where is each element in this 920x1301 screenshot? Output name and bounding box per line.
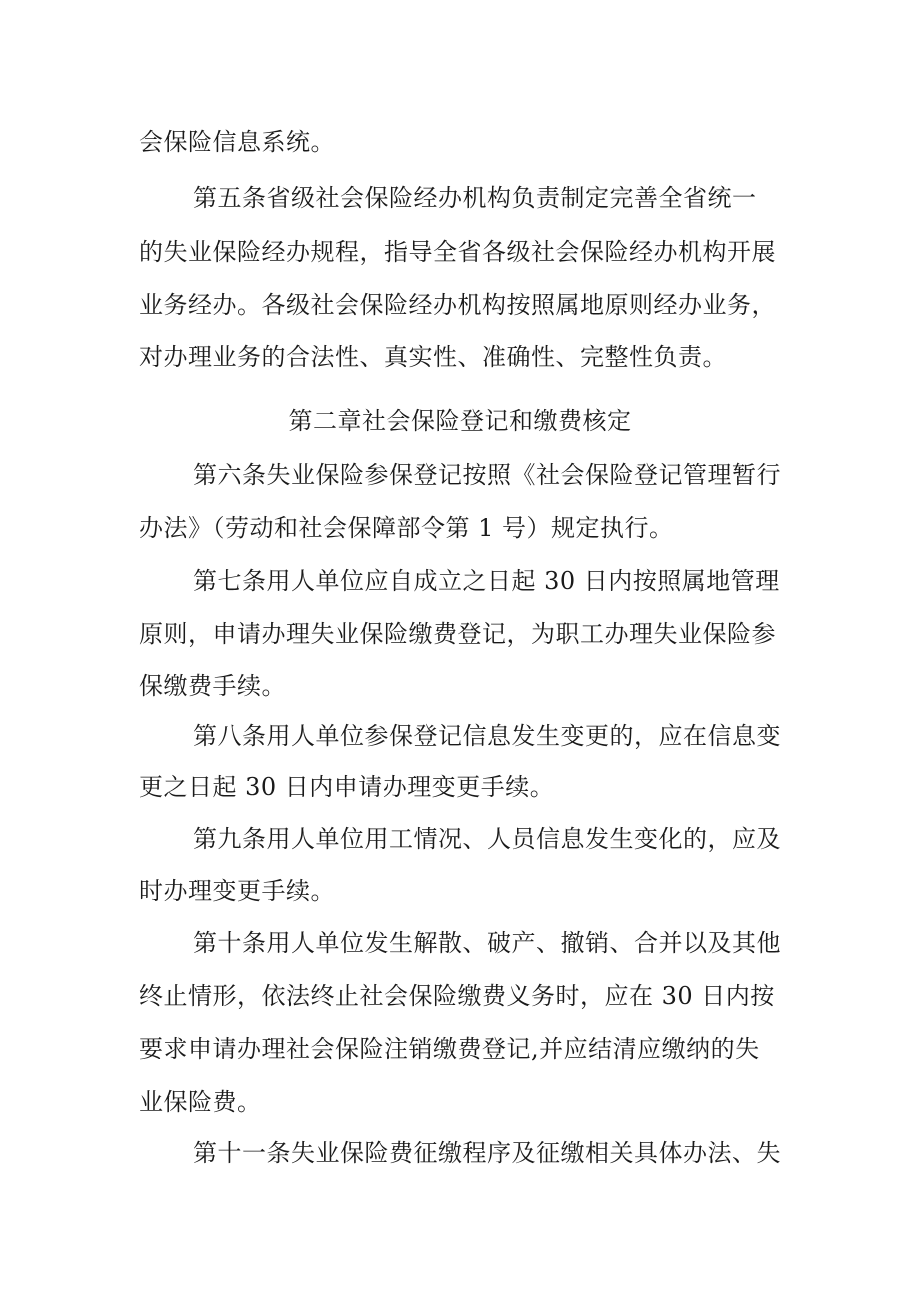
- text-line: 要求申请办理社会保险注销缴费登记,并应结清应缴纳的失: [139, 1035, 760, 1063]
- article-5-line: 第五条省级社会保险经办机构负责制定完善全省统一: [193, 184, 757, 212]
- article-10-line: 第十条用人单位发生解散、破产、撤销、合并以及其他: [193, 929, 781, 957]
- text-line: 原则，申请办理失业保险缴费登记，为职工办理失业保险参: [139, 620, 776, 648]
- article-11-line: 第十一条失业保险费征缴程序及征缴相关具体办法、失: [193, 1139, 781, 1167]
- chapter-heading: 第二章社会保险登记和缴费核定: [288, 407, 632, 435]
- text-line: 保缴费手续。: [139, 672, 286, 700]
- text-line: 的失业保险经办规程，指导全省各级社会保险经办机构开展: [139, 238, 776, 266]
- article-8-line: 第八条用人单位参保登记信息发生变更的，应在信息变: [193, 722, 781, 750]
- text-line: 更之日起 30 日内申请办理变更手续。: [139, 773, 555, 801]
- text-line: 业务经办。各级社会保险经办机构按照属地原则经办业务，: [139, 291, 776, 319]
- text-line: 会保险信息系统。: [139, 128, 335, 156]
- article-9-line: 第九条用人单位用工情况、人员信息发生变化的，应及: [193, 825, 781, 853]
- article-7-line: 第七条用人单位应自成立之日起 30 日内按照属地管理: [193, 567, 780, 595]
- text-line: 办法》（劳动和社会保障部令第 1 号）规定执行。: [139, 514, 674, 542]
- text-line: 终止情形，依法终止社会保险缴费义务时，应在 30 日内按: [139, 982, 775, 1010]
- text-line: 业保险费。: [139, 1088, 262, 1116]
- text-line: 对办理业务的合法性、真实性、准确性、完整性负责。: [139, 343, 727, 371]
- article-6-line: 第六条失业保险参保登记按照《社会保险登记管理暂行: [193, 461, 781, 489]
- text-line: 时办理变更手续。: [139, 877, 335, 905]
